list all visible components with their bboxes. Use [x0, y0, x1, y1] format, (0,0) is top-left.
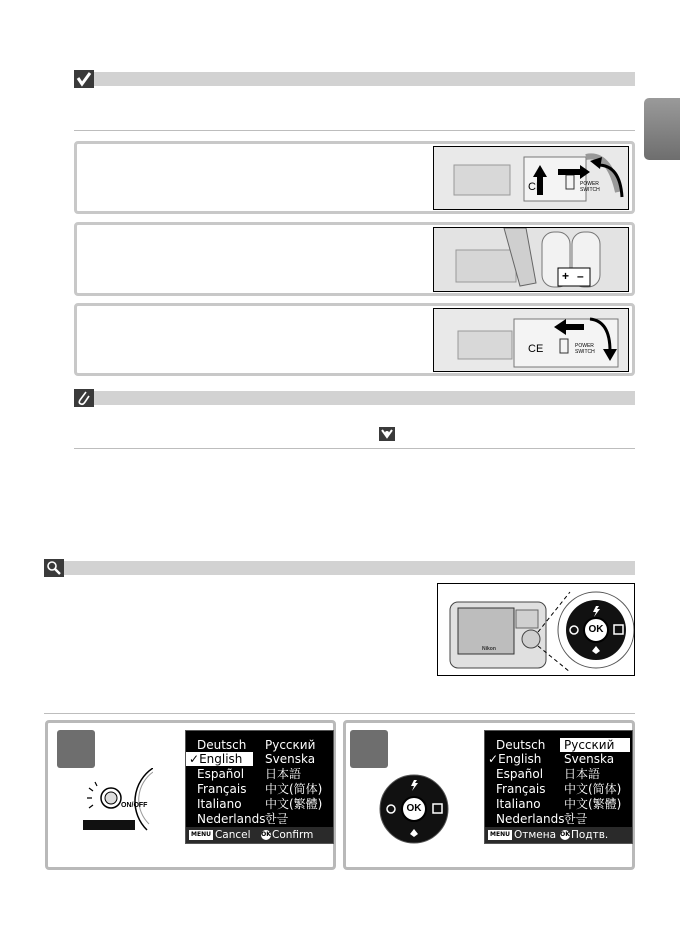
menu2-left-item-0[interactable]: Deutsch [496, 738, 546, 752]
multi-selector-figure [378, 773, 450, 845]
battery-insert-photo [433, 227, 629, 292]
menu2-cancel-label: Отмена [513, 829, 557, 841]
ce-mark-label: CE [528, 181, 544, 193]
battery-cover-close-photo [433, 308, 629, 372]
power-switch-label-2: POWER SWITCH [575, 343, 595, 355]
menu2-right-item-2[interactable]: 日本語 [564, 767, 601, 781]
menu1-right-item-4[interactable]: 中文(繁體) [265, 797, 323, 811]
menu1-left-item-1-label: English [199, 752, 243, 766]
checkmark-icon [74, 70, 94, 88]
menu1-left-item-1[interactable] [186, 752, 253, 766]
menu2-confirm-label: Подтв. [571, 829, 609, 841]
camera-multi-selector-figure [437, 583, 635, 676]
menu1-left-item-3[interactable]: Français [197, 782, 247, 796]
menu1-left-item-0[interactable]: Deutsch [197, 738, 247, 752]
magnifier-icon [44, 559, 64, 577]
menu1-left-item-4[interactable]: Italiano [197, 797, 242, 811]
checkmark-icon: ✓ [189, 752, 200, 766]
menu2-right-item-5[interactable]: 한글 [564, 812, 588, 826]
menu1-right-item-1[interactable]: Svenska [265, 752, 316, 766]
menu2-right-item-1[interactable]: Svenska [564, 752, 615, 766]
menu2-footer-cancel[interactable] [488, 829, 556, 841]
tip-header-bar [44, 561, 635, 575]
menu1-left-item-5[interactable]: Nederlands [197, 812, 266, 826]
menu2-left-item-4[interactable]: Italiano [496, 797, 541, 811]
note-header-bar [74, 391, 635, 405]
step-number-box-2 [350, 730, 388, 768]
menu-key-icon: MENU [490, 831, 510, 838]
menu-key-icon: MENU [191, 831, 211, 838]
section-thumb-tab [644, 98, 680, 160]
menu1-confirm-label: Confirm [272, 829, 314, 841]
menu2-left-item-2[interactable]: Español [496, 767, 544, 781]
ce-mark-label-2: CE [528, 343, 544, 355]
menu2-footer-confirm[interactable] [560, 829, 608, 841]
caution-header-bar [74, 72, 635, 86]
menu1-right-item-3[interactable]: 中文(简体) [265, 782, 323, 796]
battery-minus-label: – [577, 269, 584, 283]
menu2-right-item-0[interactable]: Русский [560, 738, 630, 752]
language-menu-screen-2 [484, 730, 633, 844]
multi-selector-ok-label: OK [588, 624, 604, 635]
figure-panel-close-cover [74, 303, 635, 376]
note-divider [74, 448, 635, 449]
power-button-label: ON/OFF [121, 802, 148, 809]
battery-plus-label: + [562, 269, 570, 283]
menu2-right-item-4[interactable]: 中文(繁體) [564, 797, 622, 811]
menu1-right-item-2[interactable]: 日本語 [265, 767, 302, 781]
power-button-photo [81, 768, 153, 838]
caution-divider [74, 130, 635, 131]
menu2-left-item-1[interactable] [488, 752, 541, 766]
menu1-right-item-5[interactable]: 한글 [265, 812, 289, 826]
figure-panel-open-cover [74, 141, 635, 214]
menu1-footer-confirm[interactable] [261, 829, 313, 841]
language-menu-screen-1 [185, 730, 334, 844]
checkmark-icon: ✓ [488, 752, 499, 766]
ok-key-icon: OK [560, 831, 570, 838]
menu1-right-item-0[interactable]: Русский [265, 738, 316, 752]
power-switch-label: POWER SWITCH [580, 181, 600, 193]
camera-brand-label: Nikon [482, 646, 496, 652]
ok-key-icon: OK [261, 831, 271, 838]
paperclip-icon [74, 389, 94, 407]
menu1-cancel-label: Cancel [214, 829, 251, 841]
menu2-right-item-3[interactable]: 中文(简体) [564, 782, 622, 796]
menu1-footer-cancel[interactable] [189, 829, 251, 841]
battery-cover-open-photo [433, 146, 629, 210]
step-panel-1 [45, 720, 336, 870]
step-panel-2 [343, 720, 635, 870]
menu2-left-item-3[interactable]: Français [496, 782, 546, 796]
figure-panel-insert-batteries [74, 222, 635, 296]
tip-divider [44, 713, 635, 714]
menu1-left-item-2[interactable]: Español [197, 767, 245, 781]
menu2-left-item-1-label: English [498, 752, 542, 766]
multi-selector-ok-label-2: OK [406, 803, 422, 814]
page-ref-icon [379, 427, 395, 441]
step-number-box-1 [57, 730, 95, 768]
menu2-left-item-5[interactable]: Nederlands [496, 812, 565, 826]
